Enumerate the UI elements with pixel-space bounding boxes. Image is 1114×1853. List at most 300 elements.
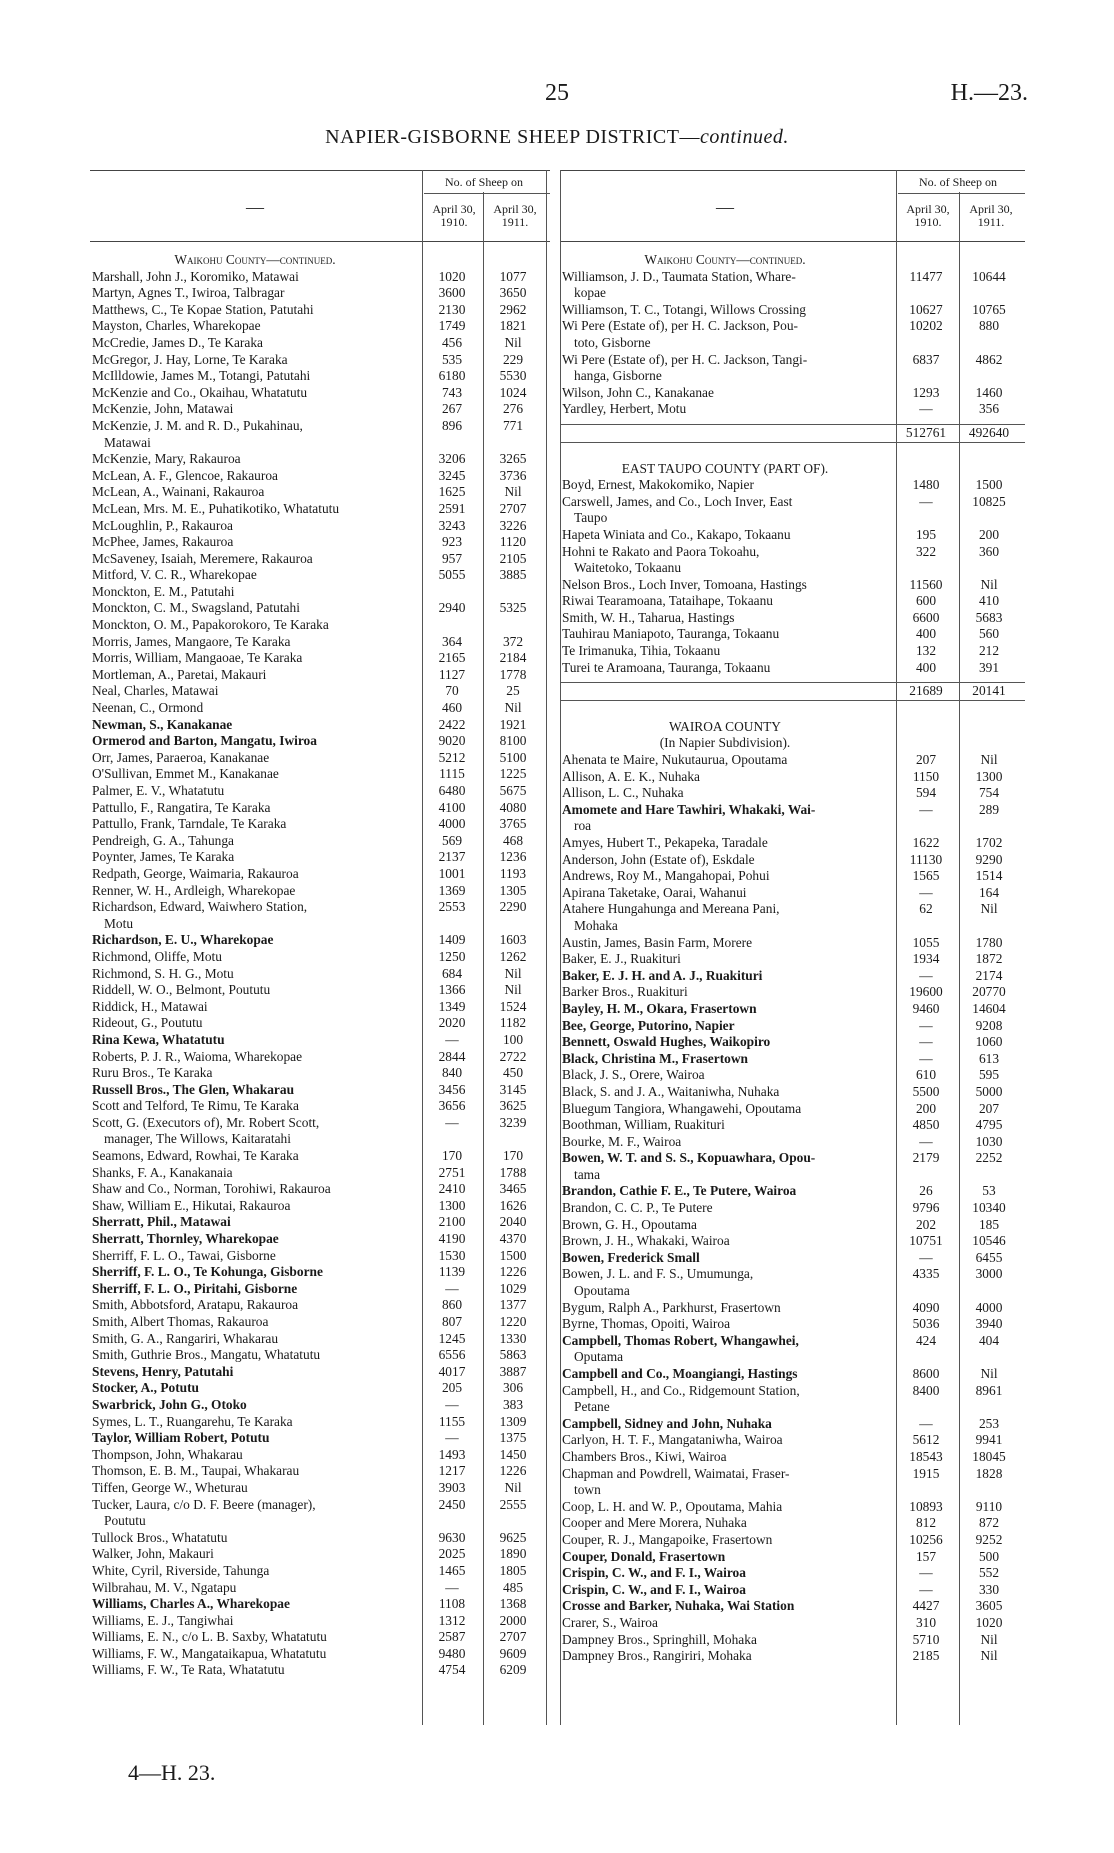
sheep-1911: 1500 bbox=[975, 477, 1003, 493]
sheep-1911: 3885 bbox=[499, 567, 527, 583]
entry-name: tama bbox=[574, 1166, 601, 1182]
sheep-1911: 2962 bbox=[499, 301, 527, 317]
sheep-1910: 1622 bbox=[912, 835, 940, 850]
sheep-1910: 5612 bbox=[912, 1432, 940, 1448]
table-row bbox=[560, 918, 1025, 935]
entry-name: Tucker, Laura, c/o D. F. Beere (manager), bbox=[92, 1496, 316, 1512]
sheep-1911: 450 bbox=[502, 1065, 524, 1081]
sheep-1910: 512761 bbox=[905, 424, 947, 440]
entry-name: Wilbrahau, M. V., Ngatapu bbox=[92, 1579, 237, 1595]
table-row bbox=[560, 735, 1025, 752]
entry-name: EAST TAUPO COUNTY (PART OF). bbox=[621, 460, 829, 476]
sheep-1911: 1225 bbox=[499, 766, 527, 782]
entry-name: Dampney Bros., Springhill, Mohaka bbox=[562, 1631, 757, 1647]
table-row bbox=[560, 544, 1025, 561]
entry-name: Chapman and Powdrell, Waimatai, Fraser- bbox=[562, 1465, 790, 1481]
table-row bbox=[560, 1266, 1025, 1283]
entry-name: Sherriff, F. L. O., Piritahi, Gisborne bbox=[92, 1280, 298, 1296]
sheep-1910: — bbox=[919, 801, 933, 817]
sheep-1911: Nil bbox=[504, 982, 522, 998]
entry-name: Morris, James, Mangaore, Te Karaka bbox=[92, 633, 291, 649]
table-row bbox=[560, 785, 1025, 802]
sheep-1910: 322 bbox=[915, 543, 937, 559]
entry-name: Chambers Bros., Kiwi, Wairoa bbox=[562, 1448, 727, 1464]
table-row bbox=[90, 683, 550, 700]
entry-name: Redpath, George, Waimaria, Rakauroa bbox=[92, 865, 299, 881]
table-row bbox=[90, 916, 550, 933]
sheep-1910: — bbox=[919, 1249, 933, 1265]
sheep-1911: 9609 bbox=[499, 1645, 527, 1661]
table-row bbox=[560, 1632, 1025, 1649]
entry-name: Ahenata te Maire, Nukutaurua, Opoutama bbox=[562, 752, 788, 768]
sheep-1910: 1127 bbox=[438, 666, 466, 682]
sheep-1910: 1369 bbox=[438, 882, 466, 898]
entry-name: Mortleman, A., Paretai, Makauri bbox=[92, 666, 267, 682]
table-row bbox=[560, 968, 1025, 985]
sheep-1910: 1108 bbox=[438, 1596, 466, 1612]
sheep-1910: 1915 bbox=[912, 1465, 940, 1481]
entry-name: Coop, L. H. and W. P., Opoutama, Mahia bbox=[562, 1498, 783, 1514]
sheep-1911: 1450 bbox=[499, 1446, 527, 1462]
sheep-1911: 3940 bbox=[975, 1316, 1003, 1332]
sheep-1910: — bbox=[919, 1581, 933, 1597]
table-row bbox=[90, 318, 550, 335]
table-row bbox=[90, 484, 550, 501]
sheep-1910: 743 bbox=[441, 384, 463, 400]
sheep-1911: 170 bbox=[502, 1148, 524, 1164]
entry-name: Monckton, C. M., Swagsland, Patutahi bbox=[92, 600, 300, 616]
sheep-1911: 1921 bbox=[499, 716, 527, 732]
sheep-1911: Nil bbox=[504, 700, 522, 716]
sheep-1910: 1001 bbox=[438, 865, 466, 881]
table-row bbox=[90, 733, 550, 750]
entry-name: (In Napier Subdivision). bbox=[659, 735, 791, 751]
table-row bbox=[90, 1131, 550, 1148]
header-col-1910: April 30, 1910. bbox=[432, 202, 476, 229]
entry-name: Campbell, Thomas Robert, Whangawhei, bbox=[562, 1332, 799, 1348]
table-row bbox=[90, 1015, 550, 1032]
entry-name: Taupo bbox=[574, 510, 608, 526]
table-row bbox=[90, 1181, 550, 1198]
sheep-1911: 3000 bbox=[975, 1266, 1003, 1282]
sheep-1910: 4850 bbox=[912, 1117, 940, 1133]
table-row bbox=[90, 999, 550, 1016]
table-row bbox=[90, 1297, 550, 1314]
entry-name: Hohni te Rakato and Paora Tokoahu, bbox=[562, 543, 760, 559]
table-row bbox=[90, 634, 550, 651]
table-row bbox=[90, 899, 550, 916]
sheep-1911: 1702 bbox=[975, 835, 1003, 850]
entry-name: Bourke, M. F., Wairoa bbox=[562, 1133, 682, 1149]
table-row bbox=[90, 1414, 550, 1431]
sheep-1910: 600 bbox=[915, 593, 937, 609]
sheep-1910: 896 bbox=[441, 417, 463, 433]
sheep-1910: 569 bbox=[441, 832, 463, 848]
table-row bbox=[90, 1281, 550, 1298]
sheep-1911: 372 bbox=[502, 633, 524, 649]
entry-name: Bayley, H. M., Okara, Frasertown bbox=[562, 1000, 757, 1016]
entry-name: Smith, G. A., Rangariri, Whakarau bbox=[92, 1330, 279, 1346]
entry-name: Brown, G. H., Opoutama bbox=[562, 1216, 698, 1232]
sheep-1911: 485 bbox=[502, 1579, 524, 1595]
table-row bbox=[560, 1183, 1025, 1200]
sheep-1910: 5710 bbox=[912, 1631, 940, 1647]
sheep-1910: 2130 bbox=[438, 301, 466, 317]
sheep-1911: 492640 bbox=[968, 424, 1010, 440]
sheep-1910: 2751 bbox=[438, 1164, 466, 1180]
sheep-1911: 1375 bbox=[499, 1430, 527, 1446]
entry-name: Tullock Bros., Whatatutu bbox=[92, 1529, 228, 1545]
entry-name: Sherriff, F. L. O., Te Kohunga, Gisborne bbox=[92, 1264, 323, 1280]
rows-left bbox=[90, 252, 550, 1679]
entry-name: Oputama bbox=[574, 1349, 624, 1365]
sheep-1911: 253 bbox=[978, 1415, 1000, 1431]
sheep-1910: 310 bbox=[915, 1614, 937, 1630]
entry-name: Austin, James, Basin Farm, Morere bbox=[562, 934, 753, 950]
table-row bbox=[90, 518, 550, 535]
sheep-1911: 383 bbox=[502, 1396, 524, 1412]
entry-name: Bee, George, Putorino, Napier bbox=[562, 1017, 735, 1033]
sheep-1911: 1890 bbox=[499, 1546, 527, 1562]
table-row bbox=[90, 1530, 550, 1547]
entry-name: Seamons, Edward, Rowhai, Te Karaka bbox=[92, 1148, 299, 1164]
sheep-1911: 1024 bbox=[499, 384, 527, 400]
sheep-1911: 1077 bbox=[499, 268, 527, 284]
table-row bbox=[560, 252, 1025, 269]
sheep-1911: 9110 bbox=[975, 1498, 1003, 1514]
rows-right bbox=[560, 252, 1025, 1665]
entry-name: Black, S. and J. A., Waitaniwha, Nuhaka bbox=[562, 1083, 780, 1099]
sheep-1911: 3265 bbox=[499, 451, 527, 467]
entry-name: Williamson, T. C., Totangi, Willows Crossing bbox=[562, 301, 806, 317]
sheep-1911: 1330 bbox=[499, 1330, 527, 1346]
entry-name: Bowen, W. T. and S. S., Kopuawhara, Opou- bbox=[562, 1150, 816, 1166]
table-row bbox=[560, 935, 1025, 952]
sheep-1911: 207 bbox=[978, 1100, 1000, 1116]
sheep-1910: 400 bbox=[915, 659, 937, 675]
sheep-1910: 3600 bbox=[438, 285, 466, 301]
table-row bbox=[560, 752, 1025, 769]
entry-name: Symes, L. T., Ruangarehu, Te Karaka bbox=[92, 1413, 293, 1429]
entry-name: Mohaka bbox=[574, 917, 618, 933]
table-row bbox=[90, 1148, 550, 1165]
sheep-1910: 19600 bbox=[909, 984, 943, 1000]
sheep-1910: 2020 bbox=[438, 1015, 466, 1031]
entry-name: hanga, Gisborne bbox=[574, 368, 662, 384]
entry-name: Mitford, V. C. R., Wharekopae bbox=[92, 567, 257, 583]
sheep-1911: 1220 bbox=[499, 1314, 527, 1329]
sheep-1911: 25 bbox=[506, 683, 520, 699]
sheep-1911: 3650 bbox=[499, 285, 527, 301]
table-row bbox=[90, 534, 550, 551]
entry-name: Bowen, J. L. and F. S., Umumunga, bbox=[562, 1266, 754, 1282]
sheep-1910: 2165 bbox=[438, 650, 466, 666]
entry-name: Atahere Hungahunga and Mereana Pani, bbox=[562, 901, 780, 917]
table-row bbox=[560, 352, 1025, 369]
sheep-1910: 1530 bbox=[438, 1247, 466, 1263]
sheep-1911: Nil bbox=[980, 1648, 998, 1664]
entry-name: Allison, A. E. K., Nuhaka bbox=[562, 768, 700, 784]
sheep-1910: 2185 bbox=[912, 1648, 940, 1664]
entry-name: Bennett, Oswald Hughes, Waikopiro bbox=[562, 1034, 771, 1050]
entry-name: Waikohu County—continued. bbox=[174, 252, 336, 267]
sheep-1910: 9460 bbox=[912, 1000, 940, 1016]
sheep-1911: 4862 bbox=[975, 351, 1003, 367]
entry-name: Ormerod and Barton, Mangatu, Iwiroa bbox=[92, 733, 317, 749]
table-row bbox=[560, 1648, 1025, 1665]
sheep-1910: 1020 bbox=[438, 268, 466, 284]
sheep-1910: 1150 bbox=[912, 768, 940, 784]
entry-name: Campbell and Co., Moangiangi, Hastings bbox=[562, 1366, 798, 1381]
sheep-1911: 880 bbox=[978, 318, 1000, 334]
sheep-1910: 4190 bbox=[438, 1231, 466, 1247]
entry-name: Baker, E. J. H. and A. J., Ruakituri bbox=[562, 967, 763, 983]
entry-name: Crispin, C. W., and F. I., Wairoa bbox=[562, 1581, 746, 1597]
sheep-1910: 132 bbox=[915, 643, 937, 659]
sheep-1910: 594 bbox=[915, 785, 937, 801]
sheep-1911: 4370 bbox=[499, 1231, 527, 1247]
table-row bbox=[90, 883, 550, 900]
entry-name: McKenzie and Co., Okaihau, Whatatutu bbox=[92, 384, 308, 400]
sheep-1911: Nil bbox=[980, 1366, 998, 1381]
entry-name: Bygum, Ralph A., Parkhurst, Frasertown bbox=[562, 1299, 781, 1315]
table-row bbox=[560, 1233, 1025, 1250]
sheep-1911: 3465 bbox=[499, 1181, 527, 1197]
sheep-1910: 1055 bbox=[912, 934, 940, 950]
sheep-1911: Nil bbox=[980, 576, 998, 592]
entry-name: Nelson Bros., Loch Inver, Tomoana, Hastings bbox=[562, 576, 807, 592]
table-row bbox=[560, 1051, 1025, 1068]
sheep-1911: 1226 bbox=[499, 1264, 527, 1280]
sheep-1911: Nil bbox=[980, 1631, 998, 1647]
sheep-1911: 330 bbox=[978, 1581, 1000, 1597]
entry-name: Roberts, P. J. R., Waioma, Wharekopae bbox=[92, 1048, 303, 1064]
table-row bbox=[560, 494, 1025, 511]
sheep-1911: 754 bbox=[978, 785, 1000, 801]
entry-name: Wi Pere (Estate of), per H. C. Jackson, Tangi- bbox=[562, 351, 808, 367]
table-row bbox=[560, 1565, 1025, 1582]
sheep-1911: 1300 bbox=[975, 768, 1003, 784]
sheep-1910: — bbox=[919, 967, 933, 983]
sheep-1911: 410 bbox=[978, 593, 1000, 609]
sheep-1911: 2722 bbox=[499, 1048, 527, 1064]
sheep-1911: 2707 bbox=[499, 500, 527, 516]
sheep-1910: 1409 bbox=[438, 932, 466, 948]
sheep-1911: 200 bbox=[978, 526, 1000, 542]
table-row bbox=[560, 424, 1025, 443]
sheep-1910: 4754 bbox=[438, 1662, 466, 1678]
sheep-1910: 11477 bbox=[909, 268, 943, 284]
sheep-1910: 400 bbox=[915, 626, 937, 642]
entry-name: Black, J. S., Orere, Wairoa bbox=[562, 1067, 705, 1083]
table-row bbox=[560, 560, 1025, 577]
entry-name: Williams, E. N., c/o L. B. Saxby, Whatatutu bbox=[92, 1629, 327, 1645]
sheep-1910: 840 bbox=[441, 1065, 463, 1081]
entry-name: Poynter, James, Te Karaka bbox=[92, 849, 235, 865]
table-row bbox=[90, 302, 550, 319]
entry-name: Sherratt, Thornley, Wharekopae bbox=[92, 1231, 279, 1247]
table-row bbox=[560, 1615, 1025, 1632]
table-row bbox=[90, 1580, 550, 1597]
header-group: No. of Sheep on bbox=[919, 175, 997, 189]
sheep-1910: 684 bbox=[441, 965, 463, 981]
table-row bbox=[90, 468, 550, 485]
sheep-1911: 1020 bbox=[975, 1614, 1003, 1630]
table-row bbox=[90, 1049, 550, 1066]
entry-name: Barker Bros., Ruakituri bbox=[562, 984, 688, 1000]
sheep-1911: 1226 bbox=[499, 1463, 527, 1479]
sheep-1910: — bbox=[445, 1579, 459, 1595]
table-row bbox=[560, 1084, 1025, 1101]
sheep-1910: 70 bbox=[445, 683, 459, 699]
entry-name: Hapeta Winiata and Co., Kakapo, Tokaanu bbox=[562, 526, 791, 542]
sheep-1911: 552 bbox=[978, 1565, 1000, 1581]
entry-name: Boothman, William, Ruakituri bbox=[562, 1117, 725, 1133]
sheep-1910: 1934 bbox=[912, 951, 940, 967]
entry-name: Taylor, William Robert, Potutu bbox=[92, 1430, 270, 1446]
entry-name: Sherratt, Phil., Matawai bbox=[92, 1214, 231, 1230]
sheep-1911: 3736 bbox=[499, 467, 527, 483]
sheep-1911: 10825 bbox=[972, 493, 1006, 509]
sheep-1911: 5683 bbox=[975, 609, 1003, 625]
sheep-1910: 5212 bbox=[438, 749, 466, 765]
entry-name: Orr, James, Paraeroa, Kanakanae bbox=[92, 749, 270, 765]
page-number: 25 bbox=[545, 80, 569, 106]
right-column bbox=[560, 170, 1025, 1725]
left-column bbox=[90, 170, 550, 1725]
sheep-1911: 53 bbox=[982, 1183, 996, 1199]
table-row bbox=[90, 783, 550, 800]
table-row bbox=[90, 1662, 550, 1679]
sheep-1910: 2100 bbox=[438, 1214, 466, 1230]
table-row bbox=[90, 1065, 550, 1082]
sheep-1911: 212 bbox=[978, 643, 1000, 659]
entry-name: toto, Gisborne bbox=[574, 334, 651, 350]
sheep-1910: 1293 bbox=[912, 384, 940, 400]
title-continued: continued. bbox=[699, 126, 789, 148]
entry-name: Campbell, Sidney and John, Nuhaka bbox=[562, 1415, 772, 1431]
table-row bbox=[90, 866, 550, 883]
table-row bbox=[90, 1248, 550, 1265]
table-row bbox=[560, 885, 1025, 902]
table-row bbox=[560, 510, 1025, 527]
sheep-1911: 1821 bbox=[499, 318, 527, 334]
entry-name: Brown, J. H., Whakaki, Wairoa bbox=[562, 1233, 730, 1249]
sheep-1910: 62 bbox=[919, 901, 933, 917]
table-row bbox=[560, 1250, 1025, 1267]
sheep-1911: 4795 bbox=[975, 1117, 1003, 1133]
entry-name: Carlyon, H. T. F., Mangataniwha, Wairoa bbox=[562, 1432, 783, 1448]
sheep-1910: 2450 bbox=[438, 1496, 466, 1512]
table-row bbox=[560, 1549, 1025, 1566]
sheep-1911: 8961 bbox=[975, 1382, 1003, 1398]
title-main: NAPIER-GISBORNE SHEEP DISTRICT— bbox=[325, 126, 700, 148]
sheep-1911: 1236 bbox=[499, 849, 527, 865]
entry-name: McGregor, J. Hay, Lorne, Te Karaka bbox=[92, 351, 288, 367]
entry-name: Marshall, John J., Koromiko, Matawai bbox=[92, 268, 299, 284]
sheep-1911: 1193 bbox=[499, 865, 527, 881]
table-row bbox=[560, 401, 1025, 418]
sheep-1911: 771 bbox=[502, 417, 524, 433]
table-row bbox=[560, 1283, 1025, 1300]
sheep-1910: 6556 bbox=[438, 1347, 466, 1363]
entry-name: Waitetoko, Tokaanu bbox=[574, 560, 682, 576]
sheep-1910: 10202 bbox=[909, 318, 943, 334]
entry-name: Amyes, Hubert T., Pekapeka, Taradale bbox=[562, 835, 768, 850]
table-row bbox=[560, 1432, 1025, 1449]
entry-name: Martyn, Agnes T., Iwiroa, Talbragar bbox=[92, 285, 285, 301]
sheep-1910: 812 bbox=[915, 1515, 937, 1531]
table-row bbox=[560, 802, 1025, 819]
entry-name: Apirana Taketake, Oarai, Wahanui bbox=[562, 884, 747, 900]
sheep-1910: 807 bbox=[441, 1314, 463, 1329]
table-row bbox=[90, 1214, 550, 1231]
table-row bbox=[90, 1447, 550, 1464]
table-row bbox=[560, 1001, 1025, 1018]
sheep-1911: 1500 bbox=[499, 1247, 527, 1263]
entry-name: Tauhirau Maniapoto, Tauranga, Tokaanu bbox=[562, 626, 780, 642]
entry-name: Pendreigh, G. A., Tahunga bbox=[92, 832, 234, 848]
entry-name: Byrne, Thomas, Opoiti, Wairoa bbox=[562, 1316, 731, 1332]
page-title bbox=[0, 126, 1114, 149]
sheep-1910: 10256 bbox=[909, 1531, 943, 1547]
table-row bbox=[90, 1098, 550, 1115]
entry-name: Bluegum Tangiora, Whangawehi, Opoutama bbox=[562, 1100, 802, 1116]
sheep-1910: 4017 bbox=[438, 1363, 466, 1379]
sheep-1910: 3903 bbox=[438, 1479, 466, 1495]
table-row bbox=[90, 1331, 550, 1348]
sheep-1911: 2000 bbox=[499, 1612, 527, 1628]
entry-name: Smith, Albert Thomas, Rakauroa bbox=[92, 1314, 269, 1329]
sheep-1910: — bbox=[445, 1280, 459, 1296]
table-row bbox=[90, 1596, 550, 1613]
sheep-1910: 4427 bbox=[912, 1598, 940, 1614]
sheep-1910: 4335 bbox=[912, 1266, 940, 1282]
sheep-1910: 1245 bbox=[438, 1330, 466, 1346]
sheep-1911: 391 bbox=[978, 659, 1000, 675]
table-row bbox=[90, 1463, 550, 1480]
entry-name: Riwai Tearamoana, Tataihape, Tokaanu bbox=[562, 593, 773, 609]
table-row bbox=[90, 667, 550, 684]
sheep-1910: 2137 bbox=[438, 849, 466, 865]
sheep-1910: 4100 bbox=[438, 799, 466, 815]
table-row bbox=[560, 1399, 1025, 1416]
sheep-1910: 5036 bbox=[912, 1316, 940, 1332]
table-row bbox=[560, 1101, 1025, 1118]
entry-name: Dampney Bros., Rangiriri, Mohaka bbox=[562, 1648, 752, 1664]
sheep-1911: 9252 bbox=[975, 1531, 1003, 1547]
sheep-1910: 170 bbox=[441, 1148, 463, 1164]
entry-name: Yardley, Herbert, Motu bbox=[562, 401, 687, 417]
sheep-1911: 5863 bbox=[499, 1347, 527, 1363]
sheep-1910: 18543 bbox=[909, 1448, 943, 1464]
table-row bbox=[90, 368, 550, 385]
sheep-1911: 2174 bbox=[975, 967, 1003, 983]
table-row bbox=[90, 1430, 550, 1447]
table-row bbox=[90, 352, 550, 369]
table-row bbox=[90, 700, 550, 717]
entry-name: Richmond, S. H. G., Motu bbox=[92, 965, 234, 981]
sheep-1910: 957 bbox=[441, 550, 463, 566]
table-row bbox=[560, 1499, 1025, 1516]
entry-name: Allison, L. C., Nuhaka bbox=[562, 785, 684, 801]
table-row bbox=[560, 318, 1025, 335]
sheep-1910: 26 bbox=[919, 1183, 933, 1199]
table-row bbox=[560, 1532, 1025, 1549]
sheep-1911: 360 bbox=[978, 543, 1000, 559]
sheep-1911: 2252 bbox=[975, 1150, 1003, 1166]
sheep-1910: 8600 bbox=[912, 1366, 940, 1381]
